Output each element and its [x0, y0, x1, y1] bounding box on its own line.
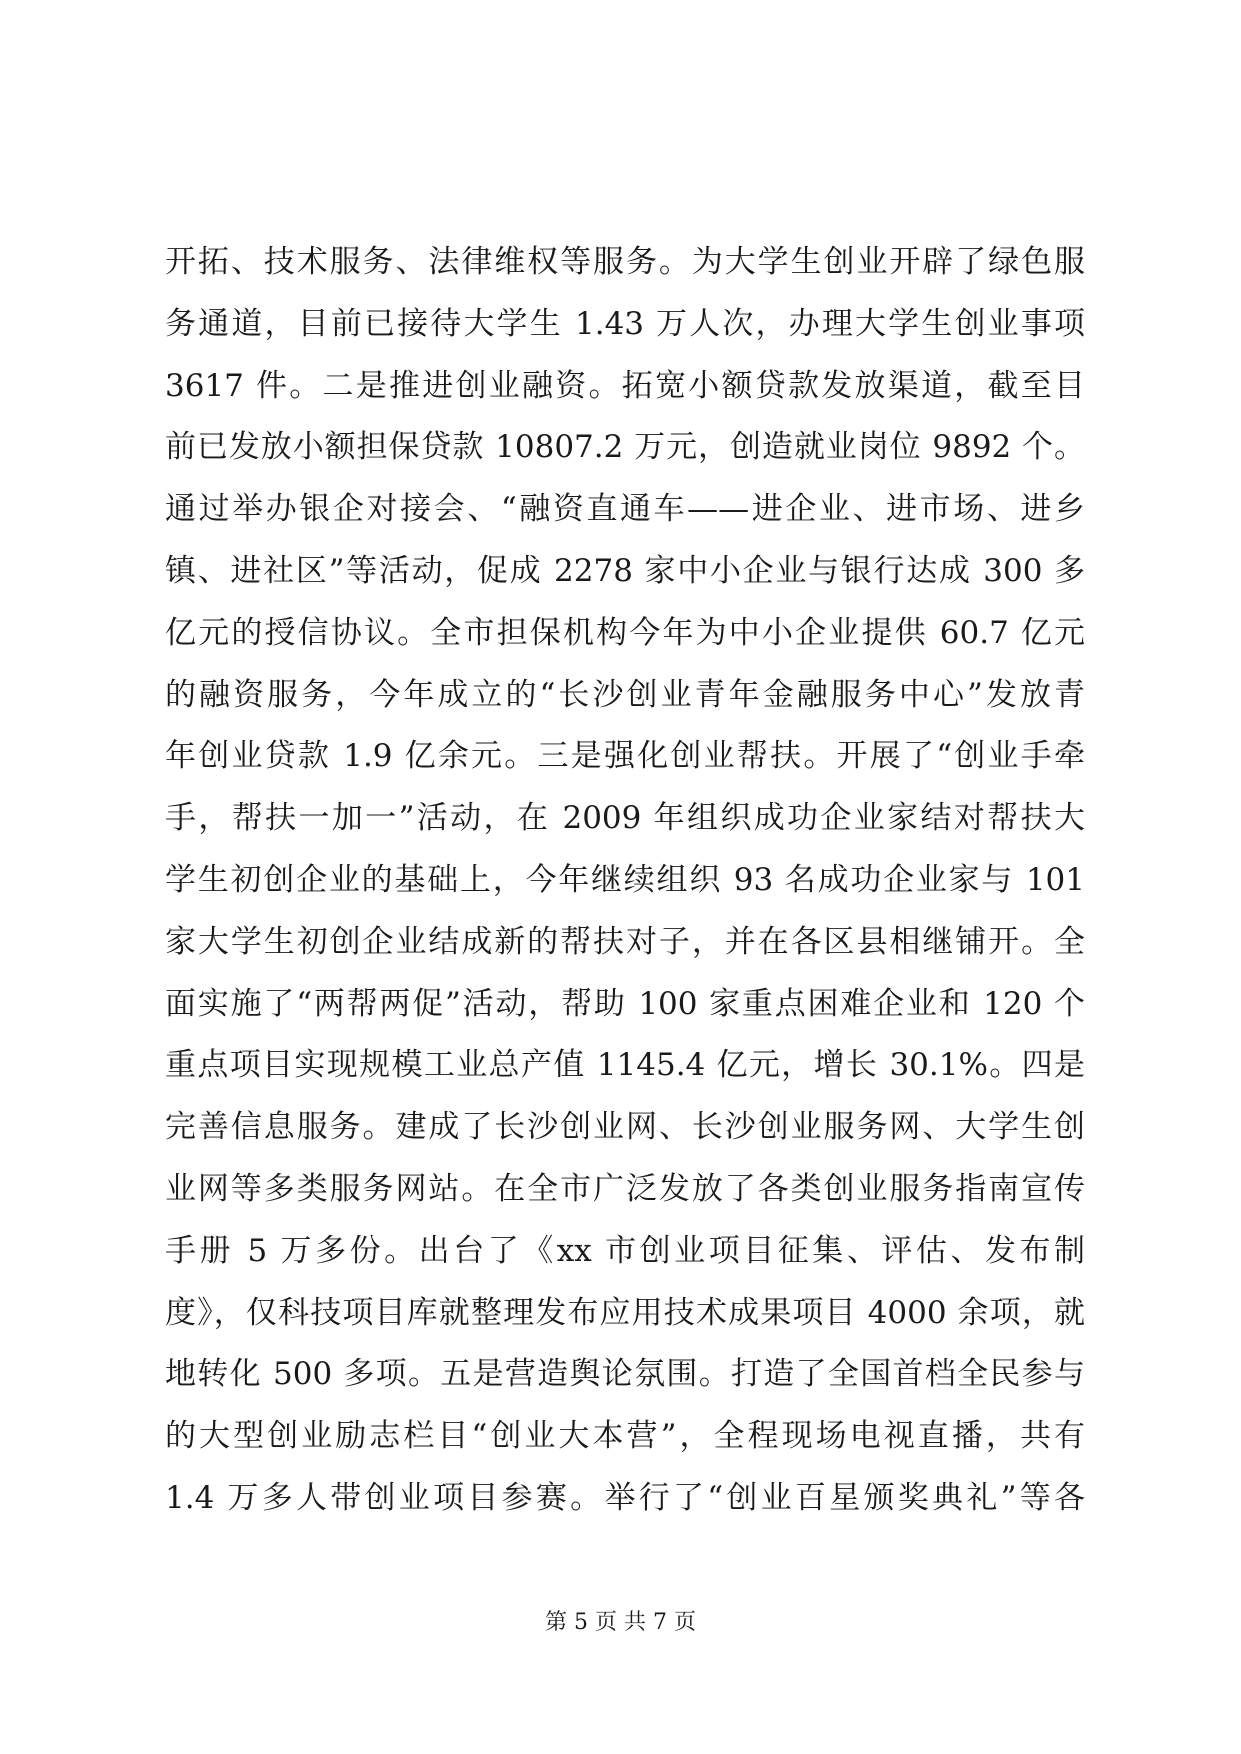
- page-number-label: 第 5 页 共 7 页: [545, 1610, 696, 1635]
- text-line-5: 通过举办银企对接会、“融资直通车——进企业、进市场、进乡: [165, 491, 1085, 528]
- text-line-6: 镇、进社区”等活动，促成 2278 家中小企业与银行达成 300 多: [165, 552, 1085, 589]
- text-line-12: 家大学生初创企业结成新的帮扶对子，并在各区县相继铺开。全: [165, 923, 1085, 960]
- text-line-7: 亿元的授信协议。全市担保机构今年为中小企业提供 60.7 亿元: [165, 614, 1085, 651]
- text-line-20: 的大型创业励志栏目“创业大本营”，全程现场电视直播，共有: [165, 1418, 1085, 1455]
- text-line-9: 年创业贷款 1.9 亿余元。三是强化创业帮扶。开展了“创业手牵: [165, 738, 1085, 775]
- text-line-21: 1.4 万多人带创业项目参赛。举行了“创业百星颁奖典礼”等各: [165, 1479, 1085, 1516]
- text-line-17: 手册 5 万多份。出台了《xx 市创业项目征集、评估、发布制: [165, 1232, 1085, 1269]
- text-line-1: 开拓、技术服务、法律维权等服务。为大学生创业开辟了绿色服: [165, 244, 1085, 280]
- text-line-4: 前已发放小额担保贷款 10807.2 万元，创造就业岗位 9892 个。: [165, 429, 1085, 466]
- text-line-2: 务通道，目前已接待大学生 1.43 万人次，办理大学生创业事项: [165, 305, 1085, 342]
- text-line-15: 完善信息服务。建成了长沙创业网、长沙创业服务网、大学生创: [165, 1109, 1085, 1146]
- page-footer: [0, 1605, 1241, 1636]
- text-line-16: 业网等多类服务网站。在全市广泛发放了各类创业服务指南宣传: [165, 1170, 1085, 1207]
- text-line-3: 3617 件。二是推进创业融资。拓宽小额贷款发放渠道，截至目: [165, 367, 1085, 404]
- text-line-19: 地转化 500 多项。五是营造舆论氛围。打造了全国首档全民参与: [165, 1356, 1085, 1393]
- body-text: [165, 232, 1085, 1530]
- text-line-14: 重点项目实现规模工业总产值 1145.4 亿元，增长 30.1%。四是: [165, 1047, 1085, 1084]
- text-line-11: 学生初创企业的基础上，今年继续组织 93 名成功企业家与 101: [165, 861, 1085, 898]
- text-line-8: 的融资服务，今年成立的“长沙创业青年金融服务中心”发放青: [165, 676, 1085, 713]
- text-line-18: 度》，仅科技项目库就整理发布应用技术成果项目 4000 余项，就: [165, 1294, 1085, 1331]
- text-line-13: 面实施了“两帮两促”活动，帮助 100 家重点困难企业和 120 个: [165, 985, 1085, 1022]
- text-line-10: 手，帮扶一加一”活动，在 2009 年组织成功企业家结对帮扶大: [165, 800, 1085, 837]
